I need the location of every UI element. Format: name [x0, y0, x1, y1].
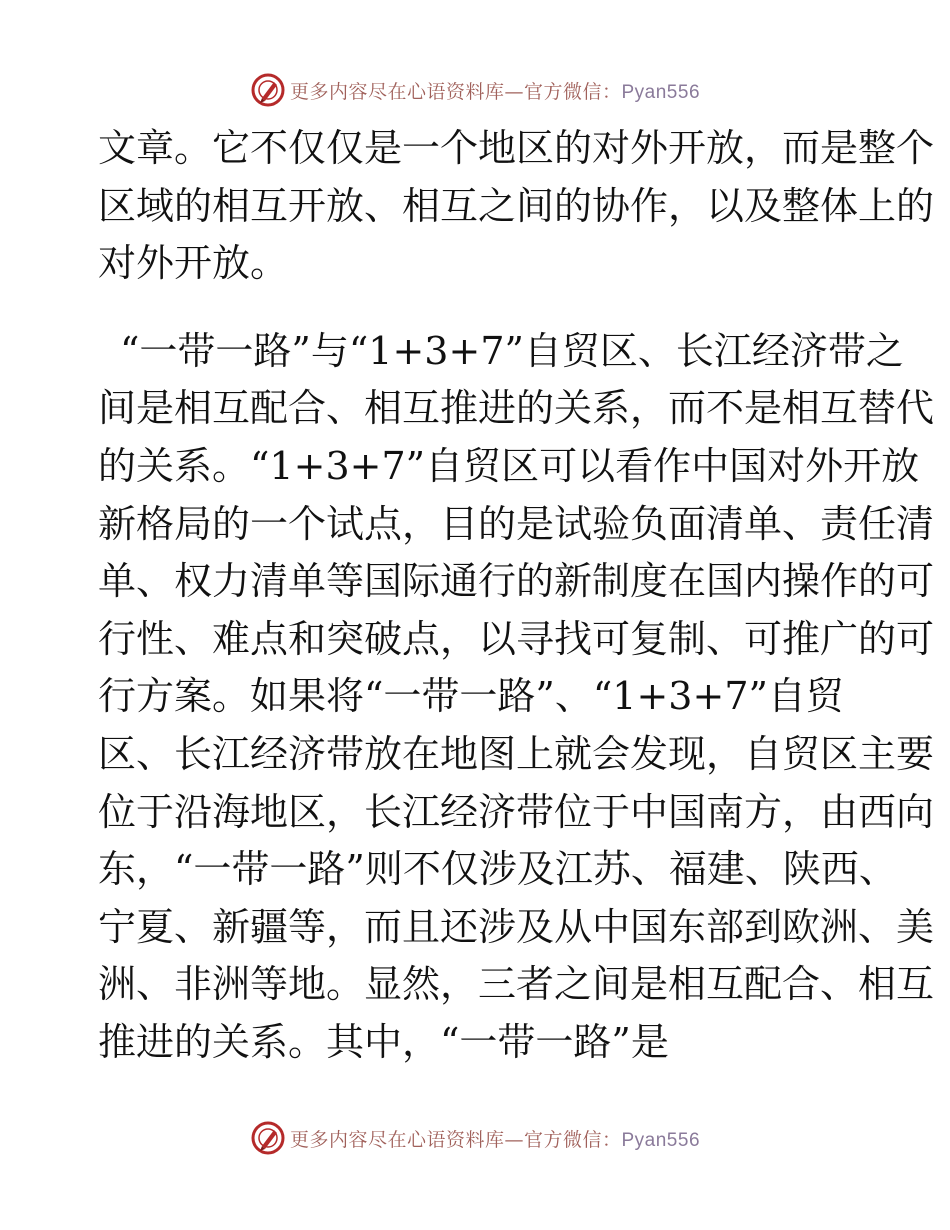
- footer-watermark-banner: [0, 1118, 950, 1158]
- text-line: 推进的关系。其中，“一带一路”是: [98, 1019, 669, 1064]
- wechat-id: Pyan556: [621, 1129, 701, 1151]
- pen-nib-logo-icon: [250, 1120, 286, 1156]
- text-line: 单、权力清单等国际通行的新制度在国内操作的可: [98, 559, 935, 604]
- paragraph-1: [98, 120, 935, 293]
- text-line: 东，“一带一路”则不仅涉及江苏、福建、陕西、: [98, 847, 897, 892]
- paragraph-2: [98, 323, 935, 1072]
- text-line: 新格局的一个试点，目的是试验负面清单、责任清: [98, 501, 935, 546]
- watermark-text: 更多内容尽在心语资料库—官方微信：Pyan556: [289, 1128, 701, 1151]
- text-line: 区域的相互开放、相互之间的协作，以及整体上的: [98, 183, 935, 228]
- text-line: 行方案。如果将“一带一路”、“1+3+7”自贸: [98, 674, 844, 719]
- watermark-text: 更多内容尽在心语资料库—官方微信：Pyan556: [289, 80, 701, 103]
- text-line: 对外开放。: [98, 241, 289, 286]
- text-line: 行性、难点和突破点，以寻找可复制、可推广的可: [98, 616, 935, 661]
- text-line: 宁夏、新疆等，而且还涉及从中国东部到欧洲、美: [98, 904, 935, 949]
- document-body: [98, 120, 935, 1072]
- header-watermark-banner: [0, 70, 950, 110]
- text-line: 文章。它不仅仅是一个地区的对外开放，而是整个: [98, 126, 935, 170]
- text-line: “一带一路”与“1+3+7”自贸区、长江经济带之: [120, 328, 904, 373]
- text-line: 洲、非洲等地。显然，三者之间是相互配合、相互: [98, 962, 935, 1007]
- wechat-id: Pyan556: [621, 81, 701, 103]
- pen-nib-logo-icon: [250, 72, 286, 108]
- text-line: 区、长江经济带放在地图上就会发现，自贸区主要: [98, 731, 935, 776]
- text-line: 位于沿海地区，长江经济带位于中国南方，由西向: [98, 789, 935, 834]
- text-line: 间是相互配合、相互推进的关系，而不是相互替代: [98, 386, 935, 431]
- text-line: 的关系。“1+3+7”自贸区可以看作中国对外开放: [98, 443, 920, 488]
